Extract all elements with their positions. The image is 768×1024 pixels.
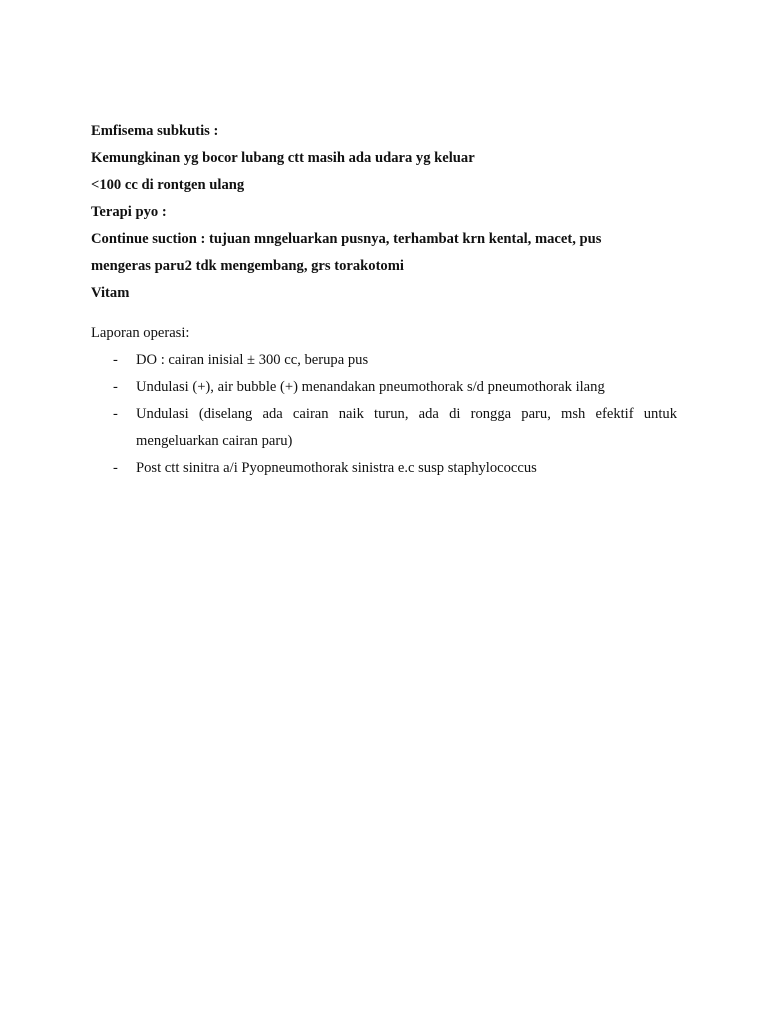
list-item-text: Undulasi (+), air bubble (+) menandakan pneumothorak s/d pneumothorak ilang	[136, 379, 605, 395]
list-bullet: -	[113, 352, 118, 368]
note-line-vitam: Vitam	[91, 285, 130, 301]
list-item-text: Post ctt sinitra a/i Pyopneumothorak sinistra e.c susp staphylococcus	[136, 460, 537, 476]
list-bullet: -	[113, 379, 118, 395]
report-list	[91, 347, 677, 482]
list-item	[91, 455, 677, 482]
note-line-rontgen: <100 cc di rontgen ulang	[91, 177, 245, 193]
list-item	[91, 401, 677, 455]
list-item	[91, 374, 677, 401]
note-line-terapi: Terapi pyo :	[91, 204, 167, 220]
list-bullet: -	[113, 406, 118, 422]
note-line-mengeras: mengeras paru2 tdk mengembang, grs torakotomi	[91, 258, 404, 274]
note-line-continue-suction: Continue suction : tujuan mngeluarkan pusnya, terhambat krn kental, macet, pus	[91, 231, 602, 247]
list-bullet: -	[113, 460, 118, 476]
notes-bold-section	[91, 118, 691, 307]
note-line-kemungkinan: Kemungkinan yg bocor lubang ctt masih ada udara yg keluar	[91, 150, 475, 166]
list-item	[91, 347, 677, 374]
operation-report-section	[91, 320, 677, 482]
list-item-text: DO : cairan inisial ± 300 cc, berupa pus	[136, 352, 369, 368]
list-item-text: Undulasi (diselang ada cairan naik turun, ada di rongga paru, msh efektif untuk mengeluarkan cairan paru)	[136, 406, 677, 449]
note-line-emfisema: Emfisema subkutis :	[91, 123, 219, 139]
report-heading: Laporan operasi:	[91, 325, 190, 341]
